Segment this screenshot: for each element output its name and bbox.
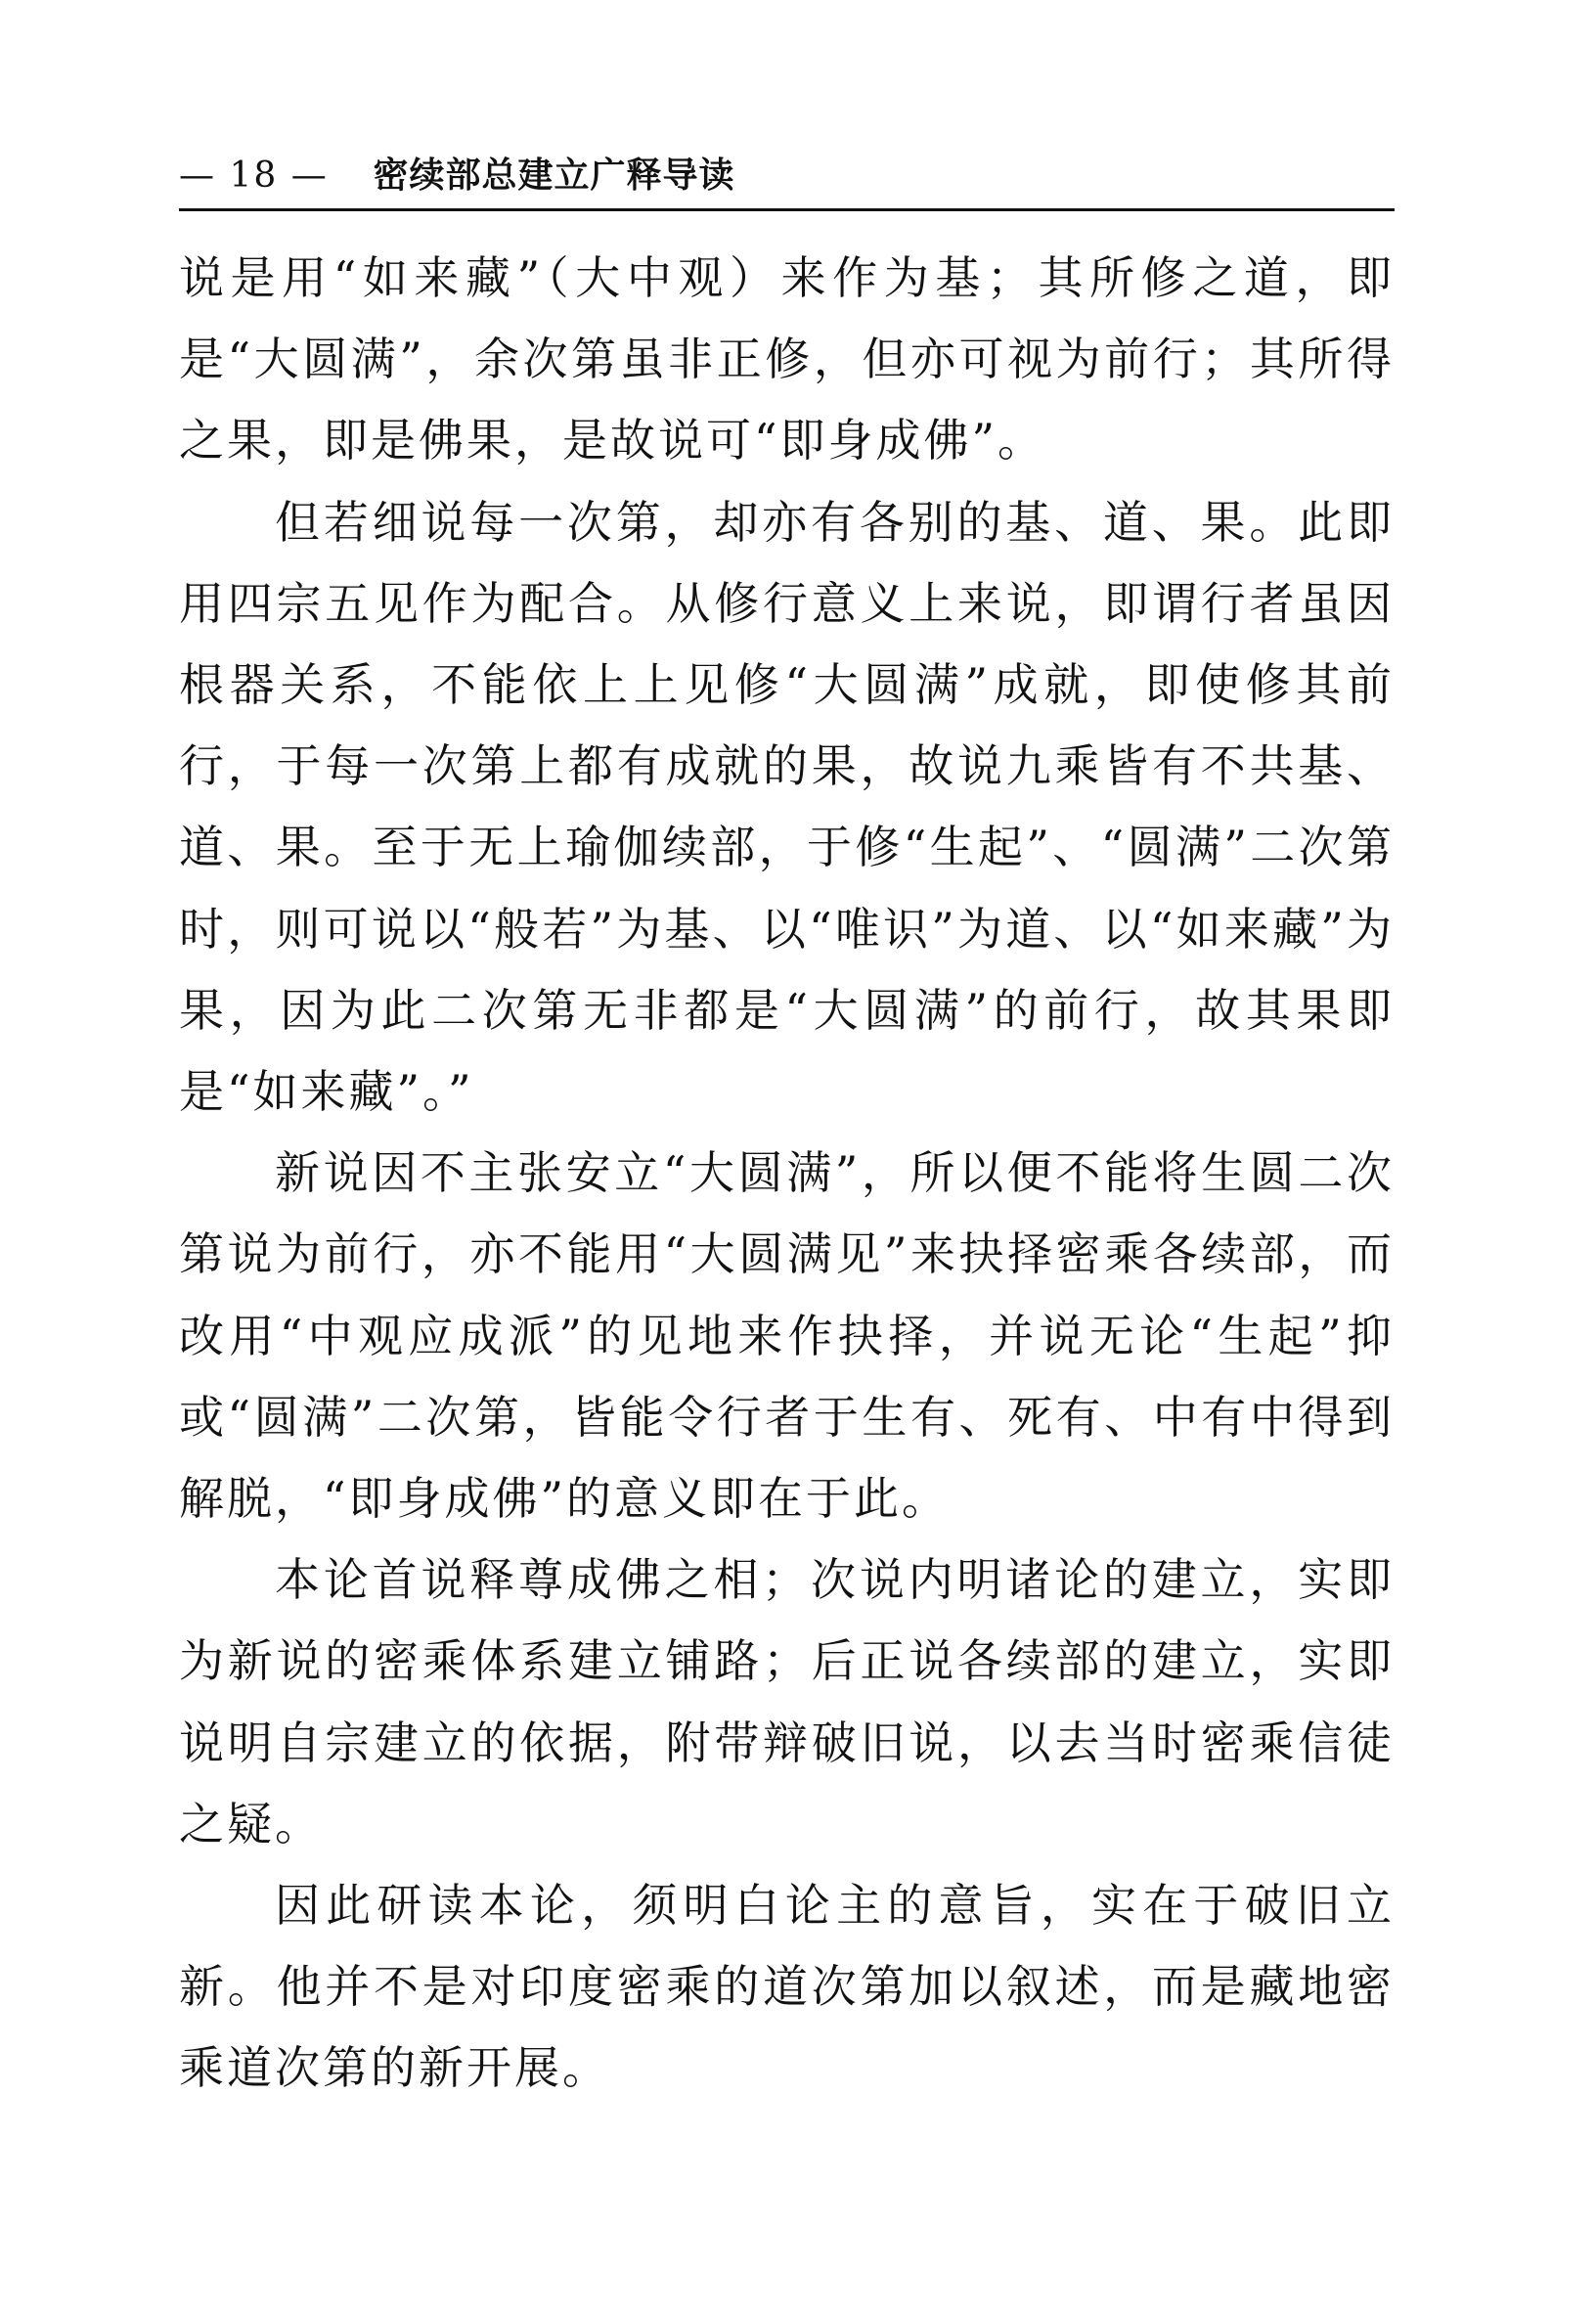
paragraph-2: 但若细说每一次第，却亦有各别的基、道、果。此即用四宗五见作为配合。从修行意义上来说，即谓行者虽因根器关系，不能依上上见修“大圆满”成就，即使修其前行，于每一次第上都有成就的果，故说九乘皆有不共基、道、果。至于无上瑜伽续部，于修“生起”、“圆满”二次第时，则可说以“般若”为基、以“唯识”为道、以“如来藏”为果，因为此二次第无非都是“大圆满”的前行，故其果即是“如来藏”。” xyxy=(179,495,1395,1119)
paragraph-1: 说是用“如来藏”（大中观）来作为基；其所修之道，即是“大圆满”，余次第虽非正修，但亦可视为前行；其所得之果，即是佛果，是故说可“即身成佛”。 xyxy=(179,251,1395,468)
paragraph-4: 本论首说释尊成佛之相；次说内明诸论的建立，实即为新说的密乘体系建立铺路；后正说各续部的建立，实即说明自宗建立的依据，附带辩破旧说，以去当时密乘信徒之疑。 xyxy=(179,1553,1395,1850)
page-number: — 18 — xyxy=(179,156,329,196)
book-title: 密续部总建立广释导读 xyxy=(373,156,735,196)
header-rule xyxy=(179,208,1395,211)
running-header xyxy=(179,147,1401,205)
body-text xyxy=(179,238,1395,2110)
paragraph-3: 新说因不主张安立“大圆满”，所以便不能将生圆二次第说为前行，亦不能用“大圆满见”来抉择密乘各续部，而改用“中观应成派”的见地来作抉择，并说无论“生起”抑或“圆满”二次第，皆能令行者于生有、死有、中有中得到解脱，“即身成佛”的意义即在于此。 xyxy=(179,1146,1395,1526)
paragraph-5: 因此研读本论，须明白论主的意旨，实在于破旧立新。他并不是对印度密乘的道次第加以叙述，而是藏地密乘道次第的新开展。 xyxy=(179,1879,1395,2095)
